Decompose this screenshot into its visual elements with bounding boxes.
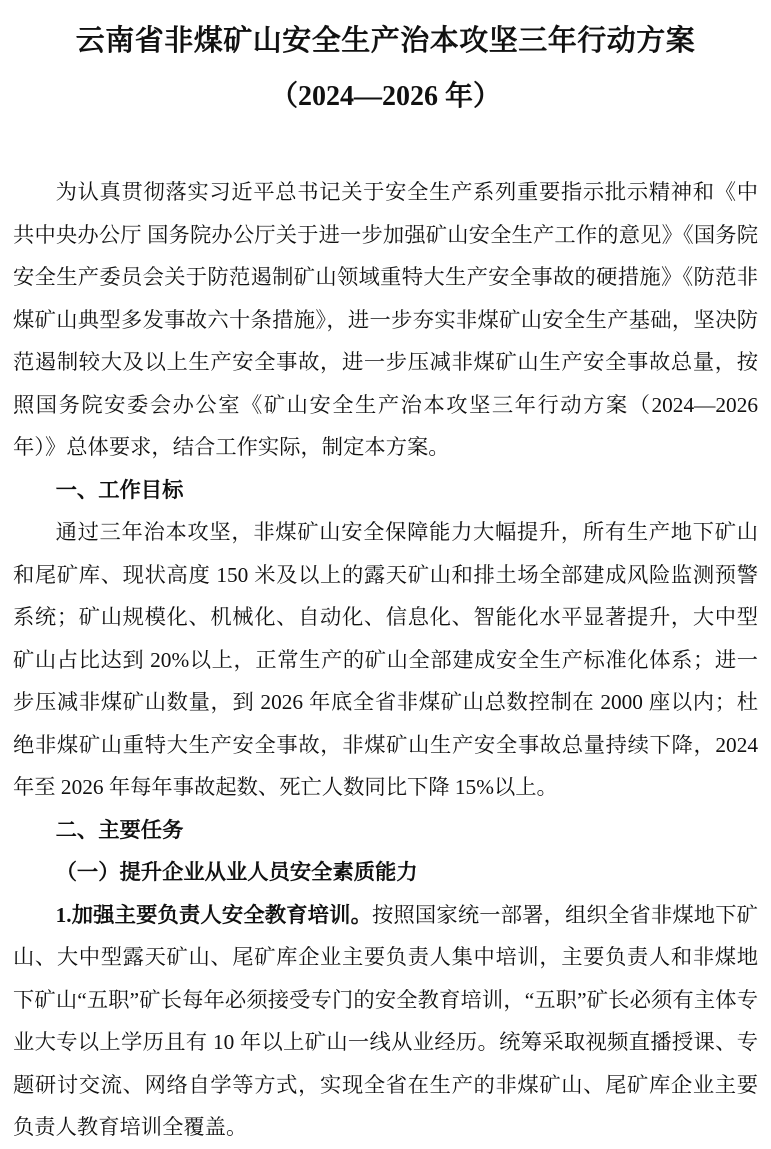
task-item-1-text: 按照国家统一部署，组织全省非煤地下矿山、大中型露天矿山、尾矿库企业主要负责人集中培训，主要负责人和非煤地下矿山“五职”矿长每年必须接受专门的安全教育培训，“五职”矿长必须有主体专业大专以上学历且有 10 年以上矿山一线从业经历。统筹采取视频直播授课、专题研讨交流、网络自学等方式，实现全省在生产的非煤矿山、尾矿库企业主要负责人教育培训全覆盖。	[13, 902, 758, 1139]
document-title: 云南省非煤矿山安全生产治本攻坚三年行动方案	[75, 25, 696, 57]
section-2-heading: 二、主要任务	[55, 817, 184, 842]
section-2-subheading: （一）提升企业从业人员安全素质能力	[55, 860, 418, 884]
section-1-heading: 一、工作目标	[55, 477, 184, 502]
task-item-1-lead: 1.加强主要负责人安全教育培训。	[55, 902, 373, 927]
document-subtitle: （2024—2026 年）	[269, 81, 501, 112]
task-item-1-paragraph	[13, 894, 758, 1149]
intro-paragraph: 为认真贯彻落实习近平总书记关于安全生产系列重要指示批示精神和《中共中央办公厅 国务院办公厅关于进一步加强矿山安全生产工作的意见》《国务院安全生产委员会关于防范遏制矿山领域重特大生产安全事故的硬措施》《防范非煤矿山典型多发事故六十条措施》，进一步夯实非煤矿山安全生产基础，坚决防范遏制较大及以上生产安全事故，进一步压减非煤矿山生产安全事故总量，按照国务院安委会办公室《矿山安全生产治本攻坚三年行动方案（2024—2026 年）》总体要求，结合工作实际，制定本方案。	[13, 180, 758, 459]
document-body	[13, 171, 758, 1149]
section-1-paragraph: 通过三年治本攻坚，非煤矿山安全保障能力大幅提升，所有生产地下矿山和尾矿库、现状高度 150 米及以上的露天矿山和排土场全部建成风险监测预警系统；矿山规模化、机械化、自动化、信息化、智能化水平显著提升，大中型矿山占比达到 20%以上，正常生产的矿山全部建成安全生产标准化体系；进一步压减非煤矿山数量，到 2026 年底全省非煤矿山总数控制在 2000 座以内；杜绝非煤矿山重特大生产安全事故，非煤矿山生产安全事故总量持续下降，2024 年至 2026 年每年事故起数、死亡人数同比下降 15%以上。	[13, 520, 758, 799]
